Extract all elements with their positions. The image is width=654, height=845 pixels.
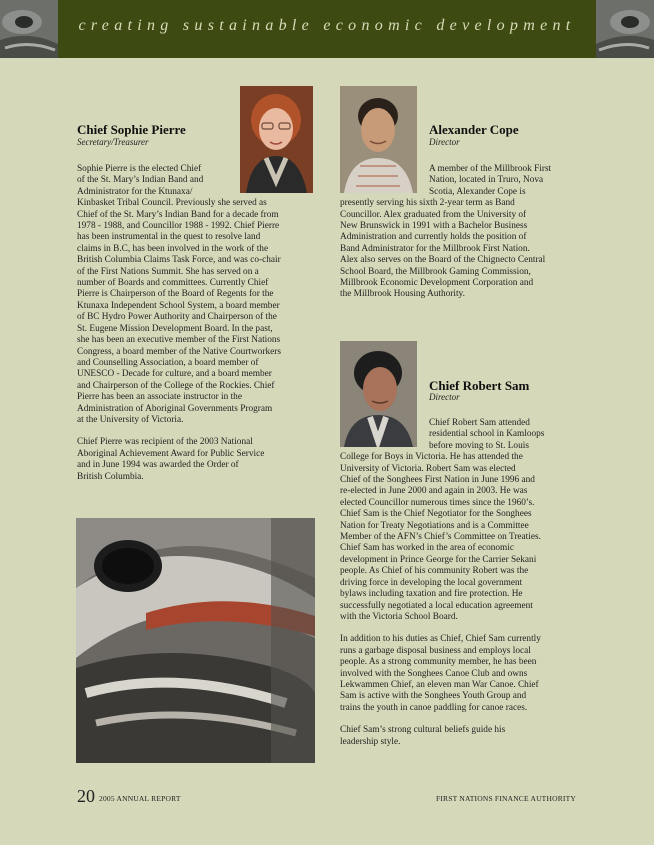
footer-report-title: 2005 ANNUAL REPORT xyxy=(99,794,181,803)
alexander-cope-name: Alexander Cope xyxy=(429,122,519,137)
robert-sam-bio-paragraph-3: Chief Sam’s strong cultural beliefs guide his leadership style. xyxy=(340,725,506,747)
robert-sam-bio-paragraph-1: Chief Robert Sam attended residential school in Kamloops before moving to St. Louis College for Boys in Victoria. He has attended the University of Victoria. Robert Sam was elected Chief of the Songhees First Nation in June 1996 and re-elected in June 2000 and again in 2003. He was elected Councillor numerous times since the 1960’s. Chief Sam is the Chief Negotiator for the Songhees Nation for Treaty Negotiations and is a Committee Member of the AFN’s Chief’s Committee on Treaties. Chief Sam has worked in the area of economic development in Prince George for the Carrier Sekani people. As Chief of his community Robert was the driving force in developing the local government bylaws including taxation and fire protection. He successfully negotiated a local education agreement with the Victoria School Board. xyxy=(340,418,545,622)
alexander-cope-bio-paragraph-1: A member of the Millbrook First Nation, located in Truro, Nova Scotia, Alexander Cope is presently serving his sixth 2-year term as Band Councillor. Alex graduated from the University of New Brunswick in 1991 with a Bachelor Business Administration and currently holds the position of Band Administrator for the Millbrook First Nation. Alex also serves on the Board of the Chignecto Central School Board, the Millbrook Gaming Commission, Millbrook Economic Development Corporation and the Millbrook Housing Authority. xyxy=(340,164,552,300)
totem-corner-image-right xyxy=(596,0,654,58)
header-banner xyxy=(0,0,654,58)
page-number: 20 xyxy=(77,786,95,806)
banner-tagline: creating sustainable economic development xyxy=(78,17,576,34)
robert-sam-name: Chief Robert Sam xyxy=(429,378,530,393)
sophie-pierre-bio-paragraph-1: Sophie Pierre is the elected Chief of the St. Mary’s Indian Band and Administrator for the Ktunaxa/ Kinbasket Tribal Council. Previously she served as Chief of the St. Mary’s Indian Band for a decade from 1978 - 1988, and Councillor 1988 - 1992. Chief Pierre has been instrumental in the quest to resolve land claims in B.C, has been involved in the work of the British Columbia Claims Task Force, and was co-chair of the First Nations Summit. She has served on a number of Boards and committees. Currently Chief Pierre is Chairperson of the Board of Regents for the Ktunaxa Independent School System, a board member of BC Hydro Power Authority and Chairperson of the St. Eugene Mission Development Board. In the past, she has been an executive member of the First Nations Congress, a board member of the Native Courtworkers and Counselling Association, a board member of UNESCO - Decade for culture, and a board member and Chairperson of the College of the Rockies. Chief Pierre has been an associate instructor in the Administration of Aboriginal Governments Program at the University of Victoria. xyxy=(77,164,281,425)
robert-sam-bio-paragraph-2: In addition to his duties as Chief, Chief Sam currently runs a garbage disposal business and employs local people. As a strong community member, he has been involved with the Songhees Canoe Club and owns Lekwammen Chief, an eleven man War Canoe. Chief Sam is active with the Songhees Youth Group and trains the youth in canoe paddling for canoe races. xyxy=(340,634,541,713)
sophie-pierre-name: Chief Sophie Pierre xyxy=(77,122,186,137)
footer-organization: FIRST NATIONS FINANCE AUTHORITY xyxy=(435,794,576,803)
sophie-pierre-bio xyxy=(77,164,317,494)
alexander-cope-bio xyxy=(340,164,590,312)
alexander-cope-role: Director xyxy=(429,137,460,147)
sophie-pierre-bio-paragraph-2: Chief Pierre was recipient of the 2003 National Aboriginal Achievement Award for Public Service and in June 1994 was awarded the Order of British Columbia. xyxy=(77,437,265,482)
robert-sam-bio xyxy=(340,418,590,759)
totem-pole-photo xyxy=(76,518,315,763)
sophie-pierre-role: Secretary/Treasurer xyxy=(77,137,149,147)
robert-sam-role: Director xyxy=(429,392,460,402)
totem-corner-image-left xyxy=(0,0,58,58)
